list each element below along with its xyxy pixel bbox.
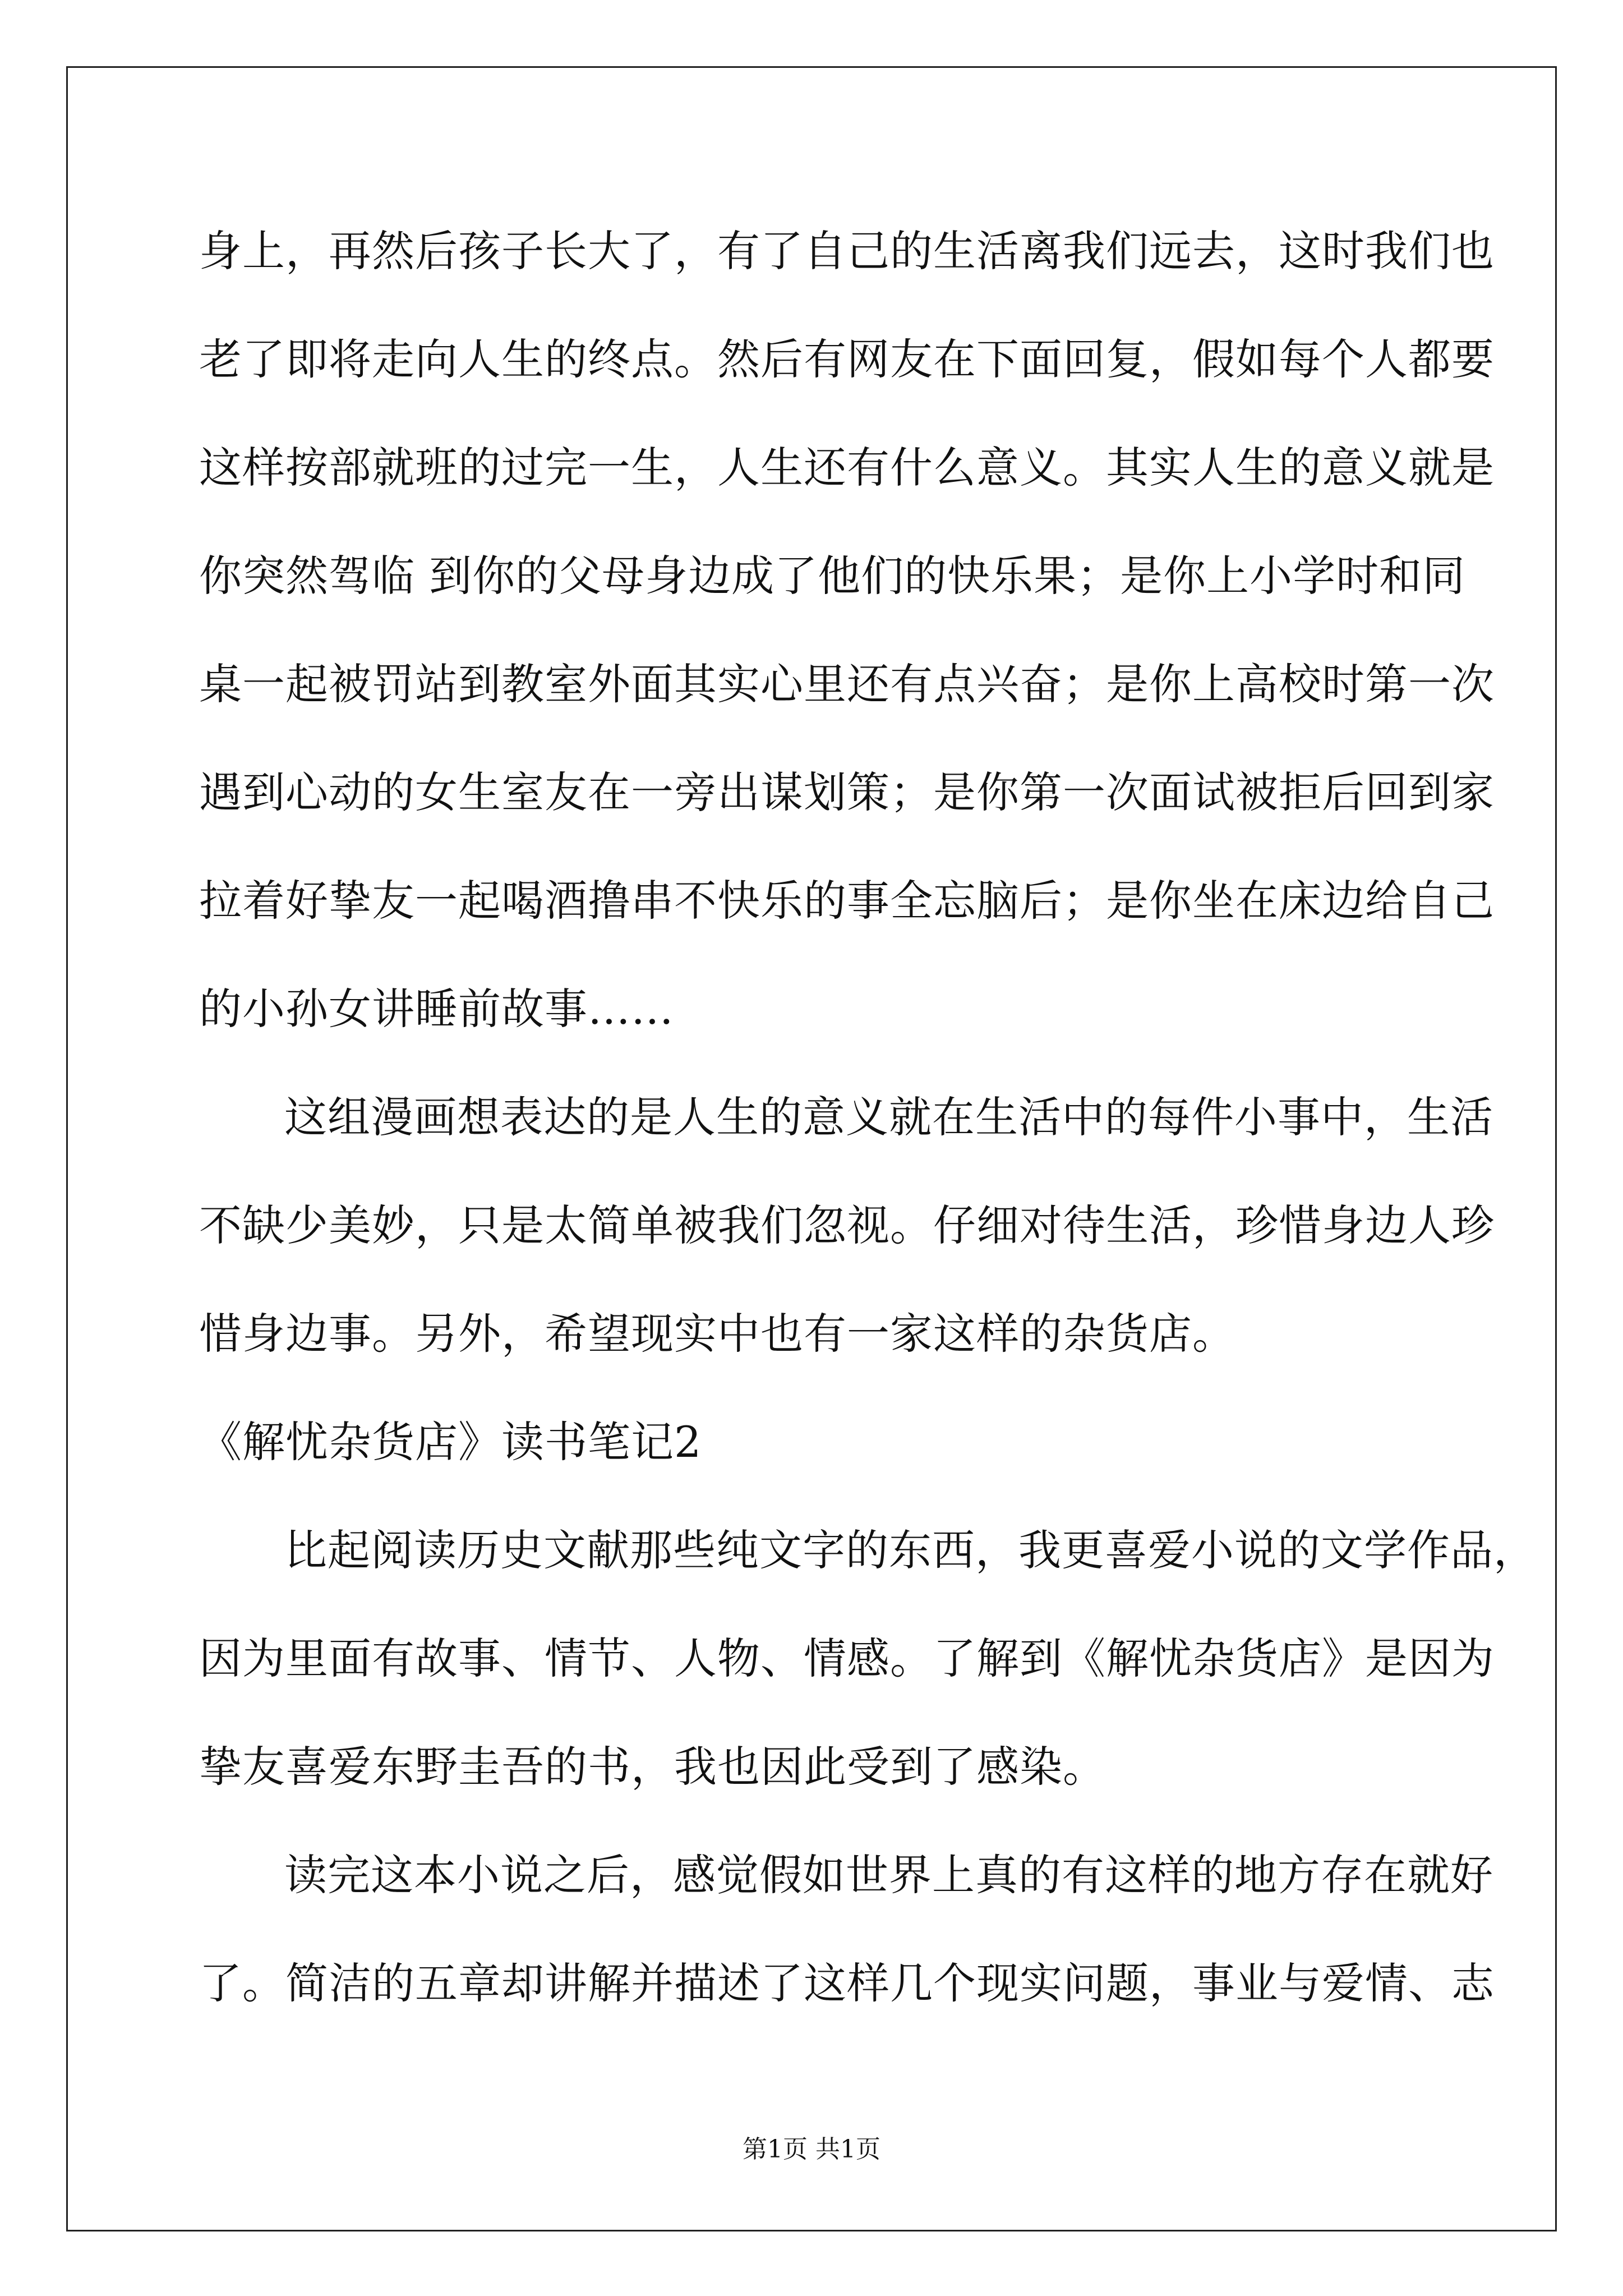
paragraph-start-line: 比起阅读历史文献那些纯文字的东西，我更喜爱小说的文学作品， bbox=[284, 1525, 1537, 1575]
section-heading: 《解忧杂货店》读书笔记2 bbox=[199, 1417, 702, 1467]
text-line: 了。简洁的五章却讲解并描述了这样几个现实问题，事业与爱情、志 bbox=[199, 1958, 1495, 2008]
text-line: 老了即将走向人生的终点。然后有网友在下面回复，假如每个人都要 bbox=[199, 334, 1495, 384]
text-line: 桌一起被罚站到教室外面其实心里还有点兴奋；是你上高校时第一次 bbox=[199, 659, 1495, 709]
text-line: 身上，再然后孩子长大了，有了自己的生活离我们远去，这时我们也 bbox=[199, 226, 1495, 276]
paragraph-start-line: 读完这本小说之后，感觉假如世界上真的有这样的地方存在就好 bbox=[284, 1850, 1493, 1900]
text-line: 遇到心动的女生室友在一旁出谋划策；是你第一次面试被拒后回到家 bbox=[199, 767, 1495, 817]
text-line: 这样按部就班的过完一生，人生还有什么意义。其实人生的意义就是 bbox=[199, 443, 1495, 493]
text-line: 你突然驾临 到你的父母身边成了他们的快乐果；是你上小学时和同 bbox=[199, 551, 1466, 601]
text-line: 的小孙女讲睡前故事…… bbox=[199, 984, 674, 1034]
text-line: 因为里面有故事、情节、人物、情感。了解到《解忧杂货店》是因为 bbox=[199, 1634, 1495, 1683]
text-line: 挚友喜爱东野圭吾的书，我也因此受到了感染。 bbox=[199, 1742, 1106, 1792]
text-line: 不缺少美妙，只是太简单被我们忽视。仔细对待生活，珍惜身边人珍 bbox=[199, 1200, 1495, 1250]
page-number-footer: 第1页 共1页 bbox=[743, 2135, 880, 2164]
document-body bbox=[199, 218, 1537, 2058]
paragraph-start-line: 这组漫画想表达的是人生的意义就在生活中的每件小事中，生活 bbox=[284, 1092, 1493, 1142]
text-line: 惜身边事。另外，希望现实中也有一家这样的杂货店。 bbox=[199, 1309, 1235, 1359]
text-line: 拉着好挚友一起喝酒撸串不快乐的事全忘脑后；是你坐在床边给自己 bbox=[199, 876, 1495, 926]
